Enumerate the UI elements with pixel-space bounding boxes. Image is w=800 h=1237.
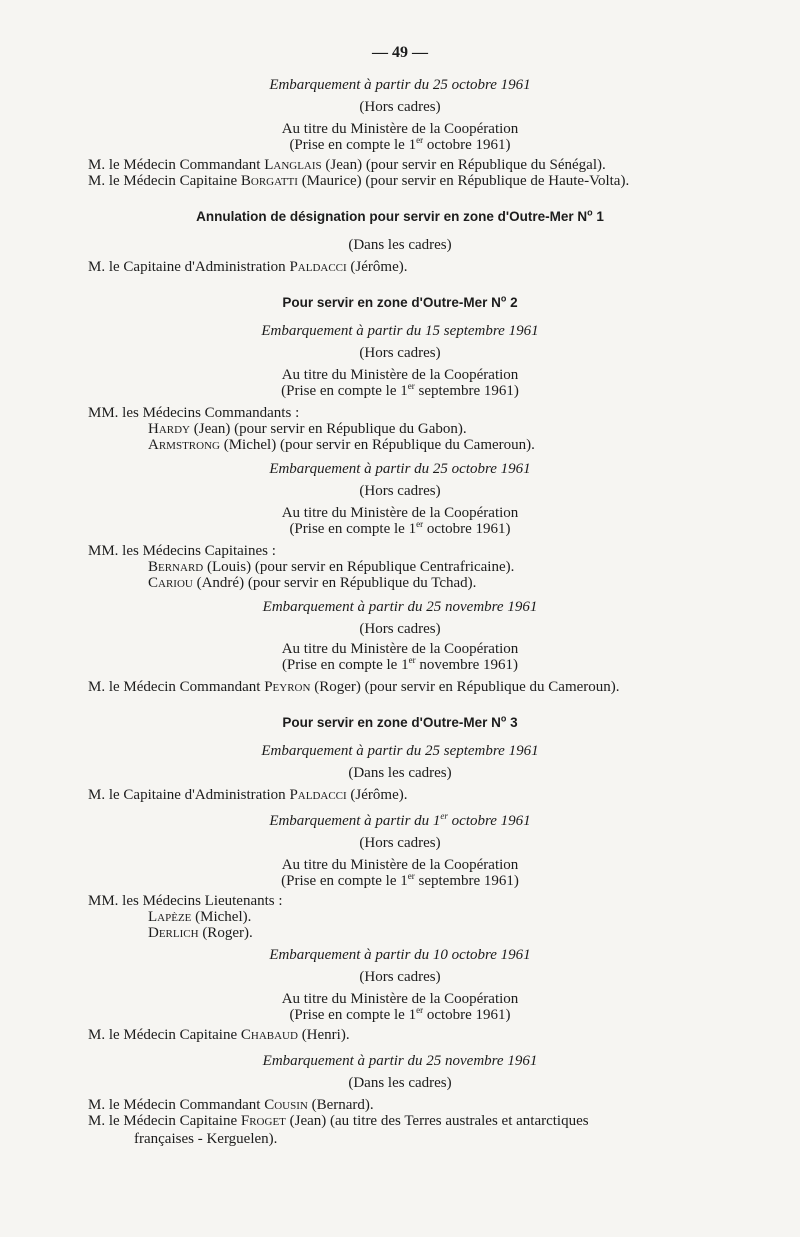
person-surname: Froget <box>240 1113 286 1129</box>
centered-line <box>0 598 800 616</box>
centered-line <box>0 236 800 254</box>
text-fragment: M. le Médecin Commandant <box>88 1097 265 1113</box>
centered-line <box>0 742 800 760</box>
text-fragment: (Maurice) (pour servir en République de Haute-Volta). <box>297 173 630 189</box>
text-fragment: M. le Médecin Capitaine <box>88 1113 241 1129</box>
continuation-line <box>134 1130 277 1148</box>
name-entry <box>148 574 476 592</box>
text-fragment: Embarquement à partir du 25 octobre 1961 <box>269 77 531 93</box>
section-heading <box>0 208 800 226</box>
text-fragment: 2 <box>506 295 518 310</box>
text-fragment: octobre 1961) <box>423 1007 511 1023</box>
person-surname: Borgatti <box>240 173 298 189</box>
section-heading <box>0 294 800 312</box>
body-line <box>88 172 629 190</box>
text-fragment: M. le Capitaine d'Administration <box>88 259 290 275</box>
superscript: er <box>416 135 424 145</box>
text-fragment: MM. les Médecins Lieutenants : <box>88 893 283 909</box>
person-surname: Chabaud <box>240 1027 298 1043</box>
text-fragment: M. le Médecin Commandant <box>88 679 265 695</box>
text-fragment: Embarquement à partir du 1 <box>269 813 441 829</box>
centered-line <box>0 946 800 964</box>
superscript: er <box>416 519 424 529</box>
superscript: o <box>500 293 507 304</box>
text-fragment: (Prise en compte le 1 <box>281 657 409 673</box>
text-fragment: (Prise en compte le 1 <box>281 383 408 399</box>
text-fragment: Au titre du Ministère de la Coopération <box>281 641 519 657</box>
text-fragment: Au titre du Ministère de la Coopération <box>281 857 519 873</box>
centered-line <box>0 1074 800 1092</box>
text-fragment: M. le Capitaine d'Administration <box>88 787 290 803</box>
text-fragment: septembre 1961) <box>414 873 519 889</box>
text-fragment: (Dans les cadres) <box>348 765 452 781</box>
section-heading <box>0 714 800 732</box>
text-fragment: 1 <box>592 209 604 224</box>
centered-line <box>0 520 800 538</box>
text-fragment: (Jean) (pour servir en République du Gabon). <box>190 421 467 437</box>
centered-line <box>0 460 800 478</box>
text-fragment: (Jean) (au titre des Terres australes et antarctiques <box>285 1113 589 1129</box>
superscript: er <box>407 871 415 881</box>
text-fragment: MM. les Médecins Capitaines : <box>88 543 276 559</box>
text-fragment: (Hors cadres) <box>359 99 441 115</box>
person-surname: Cousin <box>264 1097 308 1113</box>
text-fragment: (Roger). <box>198 925 253 941</box>
text-fragment: octobre 1961) <box>423 137 511 153</box>
text-fragment: (Michel). <box>191 909 252 925</box>
text-fragment: M. le Médecin Capitaine <box>88 1027 241 1043</box>
person-surname: Peyron <box>264 679 311 695</box>
name-entry <box>148 924 253 942</box>
centered-line <box>0 322 800 340</box>
text-fragment: M. le Médecin Capitaine <box>88 173 241 189</box>
person-surname: Armstrong <box>148 437 220 453</box>
body-line <box>88 258 407 276</box>
text-fragment: (Jérôme). <box>346 259 408 275</box>
person-surname: Hardy <box>148 421 191 437</box>
text-fragment: (Roger) (pour servir en République du Cameroun). <box>310 679 620 695</box>
centered-line <box>0 98 800 116</box>
superscript: o <box>587 207 593 218</box>
text-fragment: (Hors cadres) <box>359 835 441 851</box>
text-fragment: M. le Médecin Commandant <box>88 157 265 173</box>
body-line <box>88 1026 350 1044</box>
person-surname: Bernard <box>148 559 204 575</box>
text-fragment: Au titre du Ministère de la Coopération <box>281 991 519 1007</box>
text-fragment: (Louis) (pour servir en République Centrafricaine). <box>203 559 515 575</box>
centered-line <box>0 344 800 362</box>
body-line <box>88 786 407 804</box>
text-fragment: MM. les Médecins Commandants : <box>88 405 300 421</box>
text-fragment: septembre 1961) <box>414 383 519 399</box>
centered-line <box>0 872 800 890</box>
text-fragment: (Prise en compte le 1 <box>289 1007 417 1023</box>
centered-line <box>0 968 800 986</box>
text-fragment: (Jérôme). <box>346 787 408 803</box>
centered-line <box>0 1052 800 1070</box>
text-fragment: (Hors cadres) <box>359 345 441 361</box>
body-line <box>88 1112 589 1130</box>
text-fragment: 3 <box>506 715 518 730</box>
text-fragment: Annulation de désignation pour servir en zone d'Outre-Mer N <box>196 209 588 224</box>
page-number: — 49 — <box>372 44 428 61</box>
text-fragment: (Hors cadres) <box>359 969 441 985</box>
centered-line <box>0 1006 800 1024</box>
text-fragment: Embarquement à partir du 25 novembre 1961 <box>262 1053 538 1069</box>
centered-line <box>0 834 800 852</box>
text-fragment: (Dans les cadres) <box>348 1075 452 1091</box>
centered-line <box>0 76 800 94</box>
text-fragment: (Bernard). <box>307 1097 374 1113</box>
text-fragment: (Prise en compte le 1 <box>281 873 408 889</box>
text-fragment: octobre 1961 <box>447 813 531 829</box>
centered-line <box>0 812 800 830</box>
text-fragment: (Henri). <box>297 1027 350 1043</box>
text-fragment: Embarquement à partir du 25 octobre 1961 <box>269 461 531 477</box>
superscript: er <box>440 811 448 821</box>
person-surname: Derlich <box>148 925 199 941</box>
superscript: er <box>407 381 415 391</box>
superscript: er <box>408 655 416 665</box>
name-entry <box>148 436 535 454</box>
text-fragment: Pour servir en zone d'Outre-Mer N <box>282 295 501 310</box>
centered-line <box>0 136 800 154</box>
text-fragment: (Prise en compte le 1 <box>289 137 417 153</box>
text-fragment: Embarquement à partir du 15 septembre 1961 <box>261 323 539 339</box>
centered-line <box>0 656 800 674</box>
text-fragment: (Jean) (pour servir en République du Sénégal). <box>321 157 606 173</box>
text-fragment: (Hors cadres) <box>359 483 441 499</box>
text-fragment: Au titre du Ministère de la Coopération <box>281 505 519 521</box>
text-fragment: Embarquement à partir du 25 septembre 1961 <box>261 743 539 759</box>
person-surname: Lapèze <box>148 909 192 925</box>
text-fragment: (André) (pour servir en République du Tchad). <box>192 575 477 591</box>
text-fragment: (Dans les cadres) <box>348 237 452 253</box>
text-fragment: (Michel) (pour servir en République du Cameroun). <box>219 437 535 453</box>
text-fragment: octobre 1961) <box>423 521 511 537</box>
text-fragment: Pour servir en zone d'Outre-Mer N <box>282 715 501 730</box>
text-fragment: Au titre du Ministère de la Coopération <box>281 367 519 383</box>
centered-line <box>0 382 800 400</box>
centered-line <box>0 764 800 782</box>
text-fragment: Embarquement à partir du 10 octobre 1961 <box>269 947 531 963</box>
superscript: o <box>500 713 507 724</box>
text-fragment: Au titre du Ministère de la Coopération <box>281 121 519 137</box>
person-surname: Langlais <box>264 157 322 173</box>
superscript: er <box>416 1005 424 1015</box>
person-surname: Paldacci <box>289 259 347 275</box>
centered-line <box>0 620 800 638</box>
text-fragment: françaises - Kerguelen). <box>134 1131 278 1147</box>
text-fragment: (Hors cadres) <box>359 621 441 637</box>
centered-line <box>0 482 800 500</box>
text-fragment: Embarquement à partir du 25 novembre 1961 <box>262 599 538 615</box>
text-fragment: (Prise en compte le 1 <box>289 521 417 537</box>
person-surname: Cariou <box>148 575 193 591</box>
text-fragment: novembre 1961) <box>415 657 519 673</box>
body-line <box>88 678 620 696</box>
person-surname: Paldacci <box>289 787 347 803</box>
